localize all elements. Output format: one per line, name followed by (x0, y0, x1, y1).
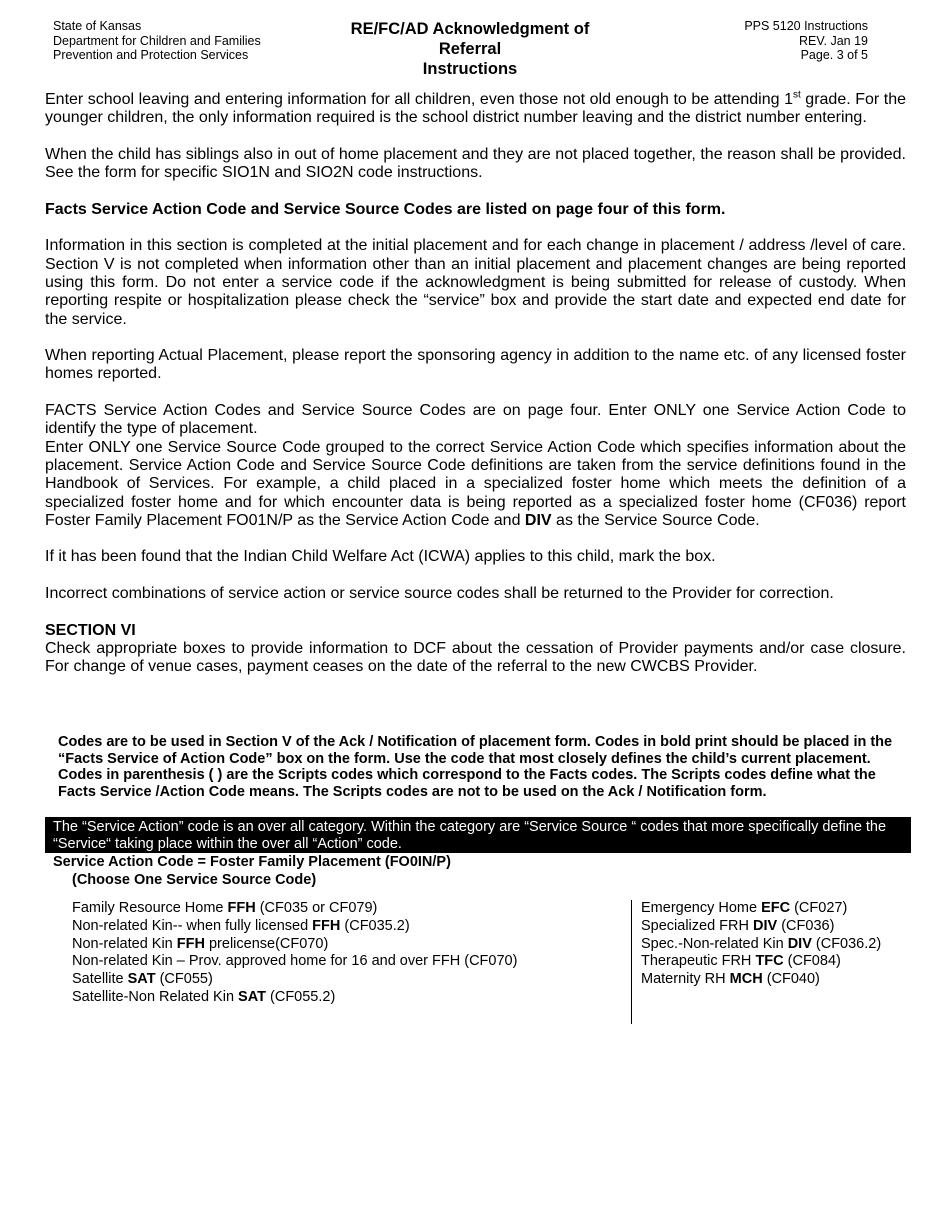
service-code: DIV (753, 917, 778, 934)
paragraph-section-v: Information in this section is completed at the initial placement and for each change in placement / address /level of care. Section V is not completed when information other than an initial placement and placement changes are being reported using this form. Do not enter a service code if the acknowledgment is being submitted for release of custody. When reporting respite or hospitalization please check the “service” box and provide the start date and expected end date for the service. (45, 237, 906, 328)
column-divider (631, 900, 632, 1024)
paragraph-school-info: Enter school leaving and entering information for all children, even those not old enough to be attending 1st grade. For the younger children, the only information required is the school district number leaving and the district number entering. (45, 89, 906, 127)
page-number: Page. 3 of 5 (800, 48, 868, 62)
header-form-info (744, 19, 868, 63)
section-vi-heading: SECTION VI (45, 621, 136, 639)
service-source-item: Emergency Home EFC (CF027) (641, 900, 848, 916)
document-title-line: RE/FC/AD Acknowledgment of (350, 20, 590, 38)
header-agency-line: Prevention and Protection Services (53, 48, 249, 62)
service-code: EFC (761, 900, 791, 916)
document-title-line: Referral (438, 40, 502, 58)
service-code: SAT (238, 988, 266, 1005)
paragraph-siblings: When the child has siblings also in out of home placement and they are not placed together, the reason shall be provided. See the form for specific SIO1N and SIO2N code instructions. (45, 145, 906, 182)
paragraph-section-vi: Check appropriate boxes to provide information to DCF about the cessation of Provider payments and/or case closure. For change of venue cases, payment ceases on the date of the referral to the new CWCBS Provider. (45, 639, 906, 676)
service-code: TFC (755, 953, 784, 970)
service-code: FFH (227, 900, 256, 916)
revision-date: REV. Jan 19 (798, 33, 868, 48)
superscript: st (792, 89, 801, 101)
service-source-item: Therapeutic FRH TFC (CF084) (641, 953, 841, 970)
service-code: MCH (729, 971, 763, 988)
paragraph-incorrect-codes: Incorrect combinations of service action or service source codes shall be returned to the Provider for correction. (45, 585, 834, 603)
service-source-item: Spec.-Non-related Kin DIV (CF036.2) (641, 935, 882, 952)
service-source-item: Non-related Kin – Prov. approved home for 16 and over FFH (CF070) (72, 953, 518, 970)
service-code: DIV (787, 935, 812, 952)
service-source-item: Satellite SAT (CF055) (72, 971, 213, 988)
service-action-code-subtitle: (Choose One Service Source Code) (72, 872, 317, 888)
form-number: PPS 5120 Instructions (744, 19, 868, 33)
paragraph-codes-reference: Facts Service Action Code and Service Source Codes are listed on page four of this form. (45, 200, 726, 218)
service-code: SAT (127, 971, 156, 988)
document-title (320, 19, 620, 79)
codes-note: Codes are to be used in Section V of the Ack / Notification of placement form. Codes in bold print should be placed in the “Facts Service of Action Code” box on the form. Use the code that most closely defines the child’s current placement. Codes in parenthesis ( ) are the Scripts codes which correspond to the Facts codes. The Scripts codes define what the Facts Service /Action Code means. The Scripts codes are not to be used on the Ack / Notification form. (58, 734, 893, 800)
service-source-item: Maternity RH MCH (CF040) (641, 971, 820, 988)
service-source-item: Satellite-Non Related Kin SAT (CF055.2) (72, 988, 336, 1005)
service-action-code-title: Service Action Code = Foster Family Placement (FO0IN/P) (53, 854, 451, 870)
service-code: FFH (176, 935, 205, 952)
paragraph-facts-codes: FACTS Service Action Codes and Service Source Codes are on page four. Enter ONLY one Service Action Code to identify the type of placement. (45, 402, 906, 438)
service-source-item: Specialized FRH DIV (CF036) (641, 917, 835, 934)
paragraph-actual-placement: When reporting Actual Placement, please report the sponsoring agency in addition to the name etc. of any licensed foster homes reported. (45, 347, 906, 383)
service-source-list-left (72, 900, 517, 1007)
header-agency-line: Department for Children and Families (53, 33, 261, 48)
instructions-body (45, 91, 906, 677)
service-action-banner: The “Service Action” code is an over all category. Within the category are “Service Source “ codes that more specifically define the “Service“ taking place within the over all “Action” code. (45, 817, 911, 853)
service-source-item: Family Resource Home FFH (CF035 or CF079) (72, 900, 378, 916)
service-code: FFH (312, 917, 341, 934)
service-source-list-right (641, 900, 881, 989)
header-agency-line: State of Kansas (53, 19, 142, 33)
document-title-line: Instructions (422, 60, 518, 78)
header-agency-block (53, 19, 261, 63)
service-source-item: Non-related Kin-- when fully licensed FFH (CF035.2) (72, 917, 410, 934)
service-source-item: Non-related Kin FFH prelicense(CF070) (72, 935, 329, 952)
paragraph-icwa: If it has been found that the Indian Child Welfare Act (ICWA) applies to this child, mark the box. (45, 548, 716, 566)
paragraph-service-source: Enter ONLY one Service Source Code grouped to the correct Service Action Code which specifies information about the placement. Service Action Code and Service Source Code definitions are taken from the service definitions found in the Handbook of Services. For example, a child placed in a specialized foster home which meets the definition of a specialized foster home and for which encounter data is being reported as a specialized foster home (CF036) report Foster Family Placement FO01N/P as the Service Action Code and DIV as the Service Source Code. (45, 438, 906, 529)
